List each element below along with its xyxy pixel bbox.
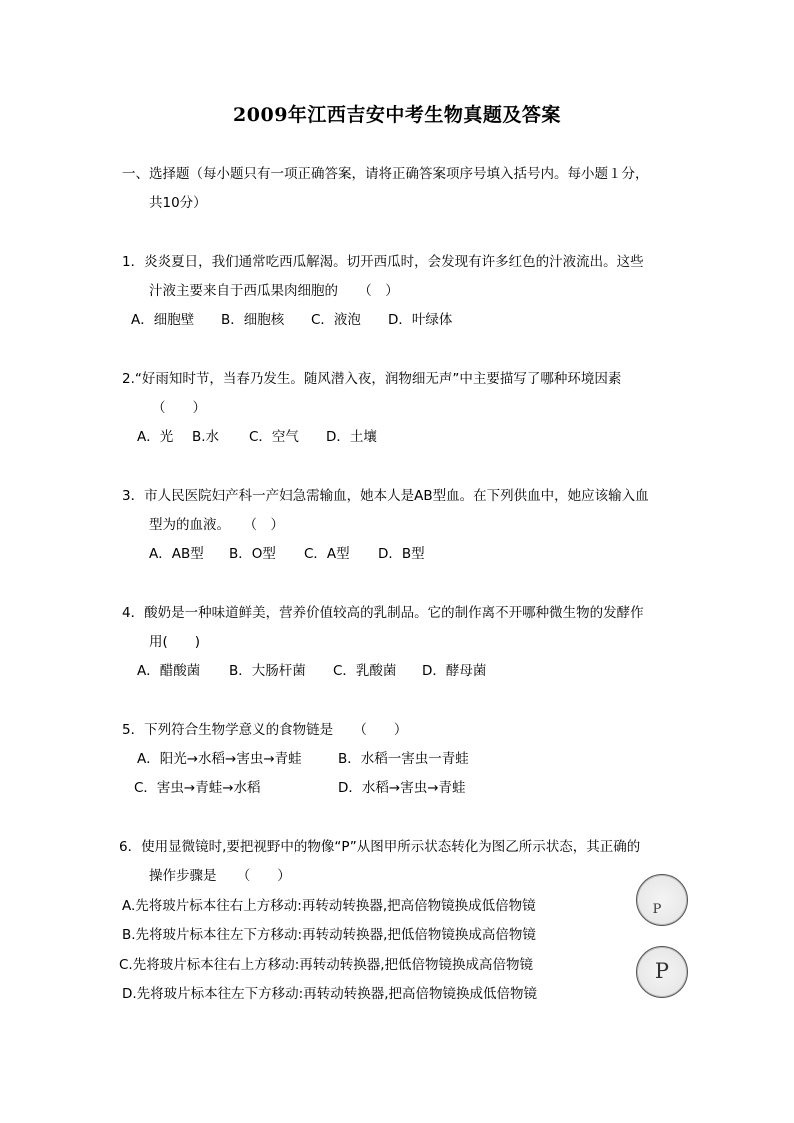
- option-d: D．B型: [378, 546, 425, 562]
- option-c: C．害虫→青蛙→水稻: [134, 780, 261, 796]
- option-a: A．阳光→水稻→害虫→青蛙: [137, 751, 302, 767]
- question-stem-line2: 型为的血液。 （ ）: [149, 517, 284, 533]
- option-d: D.先将玻片标本往左下方移动:再转动转换器,把高倍物镜换成低倍物镜: [122, 986, 538, 1002]
- option-d: D．酵母菌: [422, 663, 487, 679]
- question-stem-line1: 3．市人民医院妇产科一产妇急需输血，她本人是AB型血。在下列供血中，她应该输入血: [122, 488, 649, 504]
- option-d: D．水稻→害虫→青蛙: [338, 780, 466, 796]
- option-a: A.先将玻片标本往右上方移动:再转动转换器,把高倍物镜换成低倍物镜: [122, 898, 536, 914]
- option-d: D．叶绿体: [388, 312, 453, 328]
- option-c: C．空气: [249, 429, 299, 445]
- microscope-view-yi-figure: [636, 946, 688, 998]
- option-a: A．光: [137, 429, 174, 445]
- option-c: C．乳酸菌: [333, 663, 397, 679]
- option-b: B.先将玻片标本往左下方移动:再转动转换器,把低倍物镜换成高倍物镜: [122, 927, 536, 943]
- option-c: C.先将玻片标本往右上方移动:再转动转换器,把低倍物镜换成高倍物镜: [119, 957, 534, 973]
- question-stem-line2: （ ）: [152, 400, 206, 416]
- microscope-view-jia-figure: [636, 874, 688, 926]
- question-stem-line1: 4．酸奶是一种味道鲜美，营养价值较高的乳制品。它的制作离不开哪种微生物的发酵作: [122, 605, 644, 621]
- question-stem-line1: 1．炎炎夏日，我们通常吃西瓜解渴。切开西瓜时，会发现有许多红色的汁液流出。这些: [122, 254, 644, 270]
- option-a: A．AB型: [149, 546, 204, 562]
- option-b: B．细胞核: [221, 312, 285, 328]
- option-b: B．水稻一害虫一青蛙: [338, 751, 469, 767]
- option-b: B．O型: [229, 546, 276, 562]
- question-stem-line1: 5．下列符合生物学意义的食物链是 （ ）: [122, 722, 408, 738]
- option-d: D．土壤: [326, 429, 377, 445]
- figure-letter-large: P: [654, 959, 670, 983]
- question-stem-line1: 6．使用显微镜时,要把视野中的物像“P”从图甲所示状态转化为图乙所示状态，其正确的: [119, 839, 641, 855]
- question-stem-line2: 用( ): [149, 634, 201, 650]
- option-a: A．细胞壁: [131, 312, 195, 328]
- option-b: B．大肠杆菌: [229, 663, 306, 679]
- option-a: A．醋酸菌: [137, 663, 201, 679]
- section-heading-line2: 共10分）: [149, 195, 207, 211]
- option-b: B.水: [192, 429, 220, 445]
- figure-letter-small: P: [652, 902, 662, 917]
- section-heading-line1: 一、选择题（每小题只有一项正确答案，请将正确答案项序号填入括号内。每小题１分，: [122, 166, 649, 182]
- option-c: C．A型: [304, 546, 350, 562]
- option-c: C．液泡: [311, 312, 361, 328]
- question-stem-line1: 2.“好雨知时节，当春乃发生。随风潜入夜，润物细无声”中主要描写了哪种环境因素: [122, 371, 622, 387]
- page-title: 2009年江西吉安中考生物真题及答案: [233, 104, 561, 126]
- question-stem-line2: 汁液主要来自于西瓜果肉细胞的 （ ）: [149, 283, 399, 299]
- question-stem-line2: 操作步骤是 （ ）: [149, 868, 291, 884]
